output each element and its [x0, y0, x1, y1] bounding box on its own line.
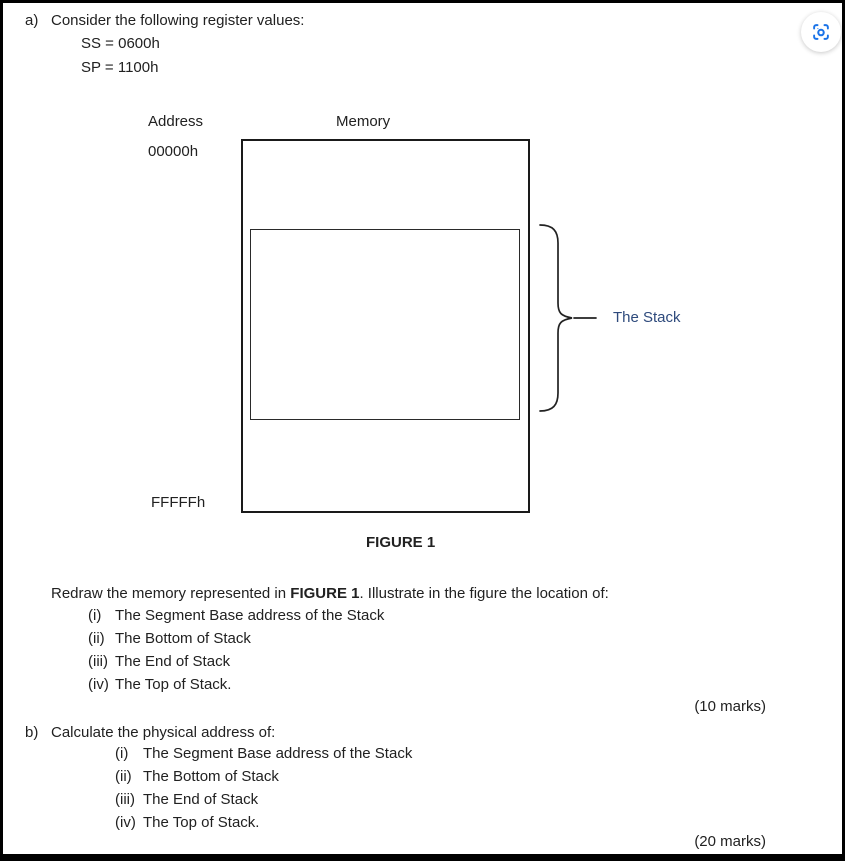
item-marker: (i) [88, 607, 102, 624]
stack-annotation-label: The Stack [613, 309, 681, 326]
redraw-instruction-suffix: . Illustrate in the figure the location of: [359, 585, 609, 602]
list-item [88, 653, 384, 676]
item-marker: (iv) [115, 814, 136, 831]
question-b-intro: Calculate the physical address of: [51, 724, 276, 741]
list-item [115, 745, 412, 768]
list-item [115, 814, 412, 837]
question-a-marks: (10 marks) [694, 698, 766, 715]
item-marker: (iii) [88, 653, 108, 670]
item-text: The Segment Base address of the Stack [143, 745, 413, 762]
item-text: The End of Stack [143, 791, 259, 808]
question-a-items [88, 607, 384, 699]
question-b-marker: b) [25, 724, 39, 741]
question-b-items [115, 745, 412, 837]
item-marker: (iv) [88, 676, 109, 693]
figure-address-label: Address [148, 113, 204, 130]
figure-caption: FIGURE 1 [366, 534, 436, 551]
question-a-intro: Consider the following register values: [51, 12, 305, 29]
register-ss-value: SS = 0600h [81, 35, 160, 52]
list-item [115, 791, 412, 814]
question-a-marker: a) [25, 12, 39, 29]
list-item [88, 676, 384, 699]
screen-capture-icon [810, 21, 832, 43]
item-text: The Bottom of Stack [143, 768, 279, 785]
redraw-instruction-figure-ref: FIGURE 1 [290, 585, 360, 602]
list-item [88, 630, 384, 653]
figure-top-address: 00000h [148, 143, 199, 160]
redraw-instruction-prefix: Redraw the memory represented in [51, 585, 291, 602]
list-item [88, 607, 384, 630]
item-marker: (ii) [115, 768, 132, 785]
redraw-instruction [51, 585, 609, 602]
list-item [115, 768, 412, 791]
item-text: The Bottom of Stack [115, 630, 251, 647]
question-b-marks: (20 marks) [694, 833, 766, 850]
register-sp-value: SP = 1100h [81, 59, 159, 76]
item-text: The Top of Stack. [143, 814, 260, 831]
figure-bottom-address: FFFFFh [151, 494, 206, 511]
item-marker: (iii) [115, 791, 135, 808]
item-text: The Segment Base address of the Stack [115, 607, 385, 624]
item-text: The End of Stack [115, 653, 231, 670]
stack-brace [535, 217, 605, 419]
stack-region-box [250, 229, 520, 420]
item-marker: (ii) [88, 630, 105, 647]
item-text: The Top of Stack. [115, 676, 232, 693]
figure-memory-label: Memory [336, 113, 391, 130]
screen-capture-button[interactable] [801, 12, 841, 52]
item-marker: (i) [115, 745, 129, 762]
